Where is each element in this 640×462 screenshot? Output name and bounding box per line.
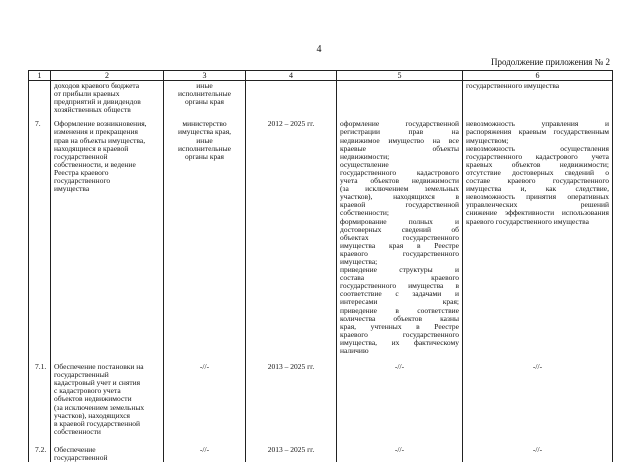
text-line: государственной bbox=[54, 454, 108, 462]
text-line: оформление государственной bbox=[340, 120, 459, 129]
text-line: государственного кадастрового bbox=[340, 168, 459, 177]
text-line: составе краевого государственного bbox=[466, 177, 609, 186]
consequences: -//- bbox=[463, 355, 613, 436]
text-line: краевых объектов недвижимости; bbox=[466, 160, 609, 169]
text-line: соответствие с задачами и bbox=[340, 290, 459, 299]
period: 2013 – 2025 гг. bbox=[246, 436, 337, 462]
text-line: органы края bbox=[184, 152, 224, 161]
measure-name bbox=[51, 355, 164, 436]
text-line: государственного имущества в bbox=[340, 282, 459, 291]
text-line: Оформление возникновения, bbox=[54, 120, 147, 129]
text-line: (за исключением земельных bbox=[54, 403, 145, 412]
measure-name bbox=[51, 81, 164, 115]
text-line: Обеспечение bbox=[54, 445, 96, 454]
text-line: невозможность управления и bbox=[466, 120, 609, 129]
table-row bbox=[29, 436, 613, 462]
text-line: находящиеся в краевой bbox=[54, 144, 129, 153]
text-line: имущества и, как следствие, bbox=[466, 185, 609, 194]
text-line: министерство bbox=[182, 120, 227, 129]
text-line: от прибыли краевых bbox=[54, 90, 120, 99]
consequences bbox=[463, 114, 613, 355]
text-line: формирование полных и bbox=[340, 217, 459, 226]
text-line: собственности bbox=[54, 427, 101, 436]
text-line: приведение в соответствие bbox=[340, 306, 459, 315]
text-line: Обеспечение постановки на bbox=[54, 363, 144, 372]
text-line: в краевой государственной bbox=[54, 419, 141, 428]
continuation-label: Продолжение приложения № 2 bbox=[490, 57, 610, 67]
column-number: 4 bbox=[246, 71, 337, 81]
column-number: 5 bbox=[337, 71, 463, 81]
table-row bbox=[29, 81, 613, 115]
text-line: исполнительные bbox=[178, 90, 231, 99]
text-line: краевого государственного имущества bbox=[466, 217, 589, 226]
column-number: 2 bbox=[51, 71, 164, 81]
text-line: кадастровый учет и снятия bbox=[54, 379, 141, 388]
text-line: достоверных сведений об bbox=[340, 225, 459, 234]
text-line: государственной bbox=[54, 152, 108, 161]
text-line: состава краевого bbox=[340, 274, 459, 283]
text-line: государственный bbox=[54, 371, 109, 380]
text-line: Реестра краевого bbox=[54, 168, 109, 177]
text-line: имущества bbox=[54, 185, 90, 194]
text-line: собственности; bbox=[340, 209, 389, 218]
text-line: предприятий и дивидендов bbox=[54, 98, 141, 107]
text-line: (за исключением земельных bbox=[340, 185, 459, 194]
table-row bbox=[29, 355, 613, 436]
text-line: иные bbox=[196, 82, 213, 90]
row-number: 7.2. bbox=[29, 436, 51, 462]
text-line: краевые объекты bbox=[340, 144, 459, 153]
row-number: 7.1. bbox=[29, 355, 51, 436]
text-line: регистрации прав на bbox=[340, 128, 459, 137]
text-line: имущества; bbox=[340, 257, 378, 266]
consequences: -//- bbox=[463, 436, 613, 462]
text-line: имуществом; bbox=[466, 136, 509, 145]
row-number: 7. bbox=[29, 114, 51, 355]
text-line: участков), находящихся bbox=[54, 411, 130, 420]
executor bbox=[164, 114, 246, 355]
text-line: государственного кадастрового учета bbox=[466, 152, 609, 161]
text-line: объектах государственного bbox=[340, 233, 459, 242]
text-line: наличию bbox=[340, 347, 369, 355]
measure-name bbox=[51, 436, 164, 462]
text-line: снижение эффективности использования bbox=[466, 209, 609, 218]
executor bbox=[164, 81, 246, 115]
row-number bbox=[29, 81, 51, 115]
column-number-row bbox=[29, 71, 613, 81]
text-line: недвижимое имущество на все bbox=[340, 136, 459, 145]
text-line: государственного имущества bbox=[466, 82, 560, 90]
text-line: иные bbox=[196, 136, 213, 145]
program-table bbox=[28, 70, 613, 462]
text-line: объектов недвижимости bbox=[54, 395, 132, 404]
text-line: органы края bbox=[184, 98, 224, 107]
text-line: интересами края; bbox=[340, 298, 459, 307]
text-line: края, учтенных в Реестре bbox=[340, 322, 459, 331]
column-number: 6 bbox=[463, 71, 613, 81]
text-line: собственности, и ведение bbox=[54, 160, 136, 169]
text-line: с кадастрового учета bbox=[54, 387, 121, 396]
text-line: распоряжения краевым государственным bbox=[466, 128, 609, 137]
actions: -//- bbox=[337, 355, 463, 436]
text-line: участков), находящихся в bbox=[340, 193, 459, 202]
text-line: краевого государственного bbox=[340, 249, 459, 258]
text-line: доходов краевого бюджета bbox=[54, 82, 140, 90]
text-line: недвижимости; bbox=[340, 152, 390, 161]
actions bbox=[337, 114, 463, 355]
text-line: имущества, их фактическому bbox=[340, 338, 459, 347]
text-line: имущества края в Реестре bbox=[340, 241, 459, 250]
measure-name bbox=[51, 114, 164, 355]
text-line: прав на объекты имущества, bbox=[54, 136, 146, 145]
actions: -//- bbox=[337, 436, 463, 462]
text-line: имущества края, bbox=[177, 128, 232, 137]
period: 2013 – 2025 гг. bbox=[246, 355, 337, 436]
text-line: краевого государственного bbox=[340, 330, 459, 339]
text-line: хозяйственных обществ bbox=[54, 106, 131, 115]
column-number: 1 bbox=[29, 71, 51, 81]
actions bbox=[337, 81, 463, 115]
text-line: исполнительные bbox=[178, 144, 231, 153]
page-number: 4 bbox=[316, 44, 322, 55]
text-line: отсутствие достоверных сведений о bbox=[466, 168, 609, 177]
text-line: невозможность принятия оперативных bbox=[466, 193, 609, 202]
executor: -//- bbox=[164, 355, 246, 436]
consequences bbox=[463, 81, 613, 115]
text-line: изменения и прекращения bbox=[54, 128, 138, 137]
text-line: приведение структуры и bbox=[340, 266, 459, 275]
period bbox=[246, 81, 337, 115]
text-line: учета объектов недвижимости bbox=[340, 177, 459, 186]
text-line: количества объектов казны bbox=[340, 314, 459, 323]
text-line: государственного bbox=[54, 177, 111, 186]
column-number: 3 bbox=[164, 71, 246, 81]
executor: -//- bbox=[164, 436, 246, 462]
table-row bbox=[29, 114, 613, 355]
period: 2012 – 2025 гг. bbox=[246, 114, 337, 355]
text-line: управленческих решений bbox=[466, 201, 609, 210]
text-line: краевой государственной bbox=[340, 201, 459, 210]
text-line: осуществление bbox=[340, 160, 389, 169]
text-line: невозможность осуществления bbox=[466, 144, 609, 153]
